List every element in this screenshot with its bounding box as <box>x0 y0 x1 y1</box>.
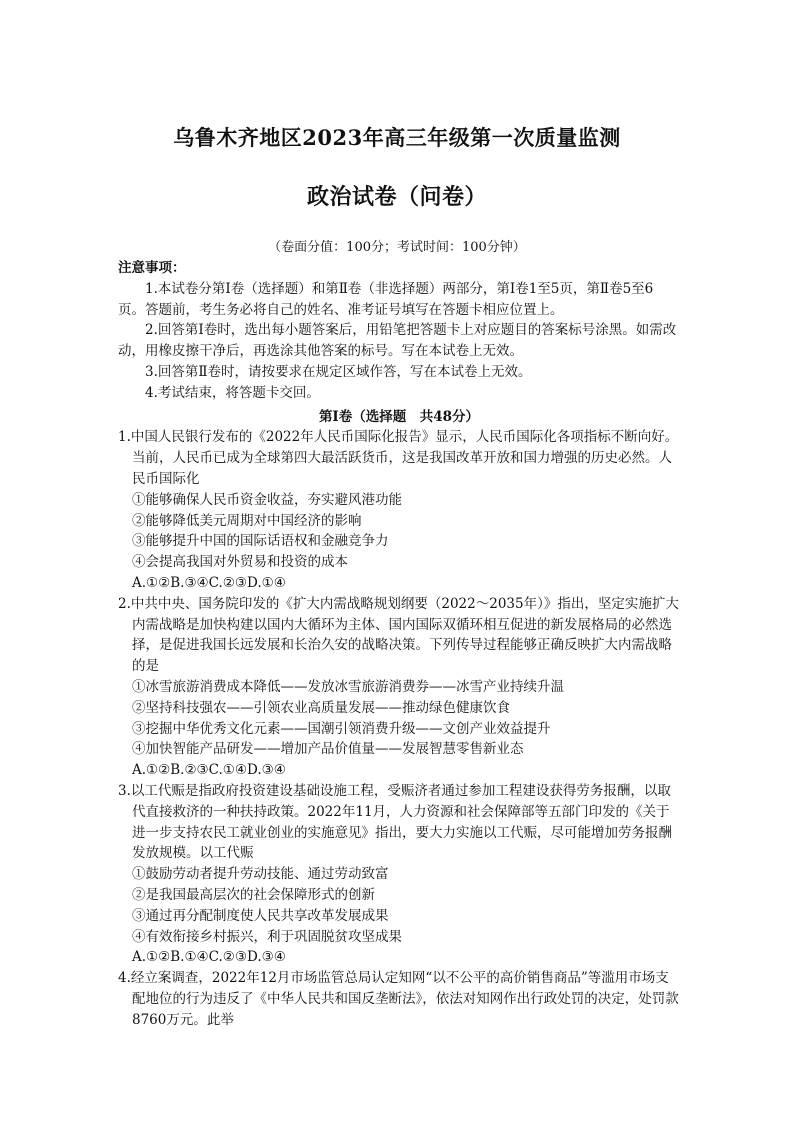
question-option: ③能够提升中国的国际话语权和金融竞争力 <box>132 533 389 550</box>
exam-body <box>118 258 680 1030</box>
question-option: ②是我国最高层次的社会保障形式的创新 <box>132 886 375 903</box>
question-stem: 3.以工代赈是指政府投资建设基础设施工程，受赈济者通过参加工程建设获得劳务报酬，以取代直接救济的一种扶持政策。2022年11月，人力资源和社会保障部等五部门印发的《关于进一步支持农民工就业创业的实施意见》指出，要大力实施以工代赈，尽可能增加劳务报酬发放规模。以工代赈 <box>118 782 672 862</box>
question-option: ④会提高我国对外贸易和投资的成本 <box>132 554 348 571</box>
question-stem: 4.经立案调查，2022年12月市场监管总局认定知网“以不公平的高价销售商品”等滥用市场支配地位的行为违反了《中华人民共和国反垄断法》，依法对知网作出行政处罚的决定，处罚款8760万元。此举 <box>118 970 679 1028</box>
section-title: 第Ⅰ卷（选择题 共48分） <box>318 408 480 425</box>
notice-item: 2.回答第Ⅰ卷时，选出每小题答案后，用铅笔把答题卡上对应题目的答案标号涂黑。如需改动，用橡皮擦干净后，再选涂其他答案的标号。写在本试卷上无效。 <box>118 322 677 360</box>
notice-heading: 注意事项： <box>118 260 186 276</box>
notice-item: 3.回答第Ⅱ卷时，请按要求在规定区域作答，写在本试卷上无效。 <box>145 363 532 380</box>
question-option: ④有效衔接乡村振兴，利于巩固脱贫攻坚成果 <box>132 928 402 945</box>
question-option: ②坚持科技强农——引领农业高质量发展——推动绿色健康饮食 <box>132 699 510 716</box>
answer-choices: A.①②B.③④C.②③D.①④ <box>132 574 286 591</box>
question-option: ③挖掘中华优秀文化元素——国潮引领消费升级——文创产业效益提升 <box>132 720 551 737</box>
exam-title: 乌鲁木齐地区2023年高三年级第一次质量监测 <box>173 125 621 150</box>
notice-item: 4.考试结束，将答题卡交回。 <box>145 384 320 401</box>
question-stem: 2.中共中央、国务院印发的《扩大内需战略规划纲要（2022～2035年）》指出，坚定实施扩大内需战略是加快构建以国内大循环为主体、国内国际双循环相互促进的新发展格局的必然选择，是促进我国长远发展和长治久安的战略决策。下列传导过程能够正确反映扩大内需战略的是 <box>118 595 679 675</box>
question-option: ①鼓励劳动者提升劳动技能、通过劳动致富 <box>132 866 389 883</box>
answer-choices: A.①②B.②③C.①④D.③④ <box>132 762 286 779</box>
question-option: ②能够降低美元周期对中国经济的影响 <box>132 512 362 529</box>
exam-subtitle: 政治试卷（问卷） <box>306 184 487 210</box>
question-option: ④加快智能产品研发——增加产品价值量——发展智慧零售新业态 <box>132 741 524 758</box>
question-option: ③通过再分配制度使人民共享改革发展成果 <box>132 907 389 924</box>
question-stem: 1.中国人民银行发布的《2022年人民币国际化报告》显示，人民币国际化各项指标不断向好。当前，人民币已成为全球第四大最活跃货币，这是我国改革开放和国力增强的历史必然。人民币国际化 <box>118 429 679 487</box>
question-option: ①冰雪旅游消费成本降低——发放冰雪旅游消费券——冰雪产业持续升温 <box>132 678 564 695</box>
question-option: ①能够确保人民币资金收益，夯实避风港功能 <box>132 491 402 508</box>
score-info: （卷面分值：100分；考试时间：100分钟） <box>268 240 526 255</box>
notice-item: 1.本试卷分第Ⅰ卷（选择题）和第Ⅱ卷（非选择题）两部分，第Ⅰ卷1至5页，第Ⅱ卷5至6页。答题前，考生务必将自己的姓名、准考证号填写在答题卡相应位置上。 <box>118 280 654 318</box>
answer-choices: A.①②B.①④C.②③D.③④ <box>132 949 286 966</box>
